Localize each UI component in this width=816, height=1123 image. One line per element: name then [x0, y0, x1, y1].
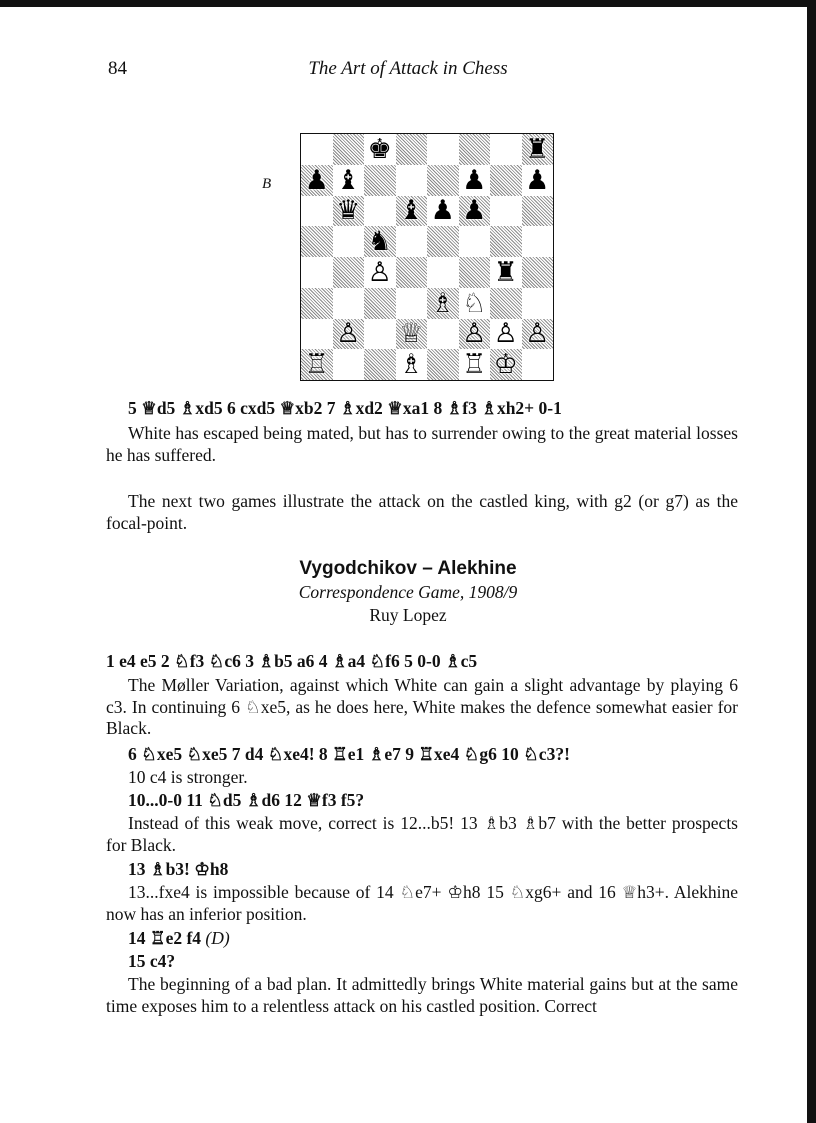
square-d5 [396, 226, 428, 257]
game-event: Correspondence Game, 1908/9 [298, 582, 518, 602]
square-d1 [396, 349, 428, 380]
moves-line-6 [128, 928, 738, 950]
top-border [0, 0, 816, 7]
square-e8 [427, 134, 459, 165]
paragraph-1 [106, 423, 738, 466]
chess-piece-e3: ♗ [430, 287, 455, 319]
chess-piece-d1: ♗ [399, 349, 424, 381]
paragraph-4: 10 c4 is stronger. [128, 767, 248, 787]
paragraph-5-text: Instead of this weak move, correct is 12...b5! 13 ♗b3 ♗b7 with the better prospects for Black. [106, 813, 738, 855]
square-e1 [427, 349, 459, 380]
chess-piece-d6: ♝ [399, 195, 424, 227]
moves-line-7: 15 c4? [128, 951, 176, 971]
chess-piece-a1: ♖ [304, 349, 329, 381]
paragraph-3-text: The Møller Variation, against which White can gain a slight advantage by playing 6 c3. In continuing 6 ♘xe5, as he does here, White makes the defence somewhat easier for Black. [106, 675, 738, 738]
square-g4 [490, 257, 522, 288]
chess-piece-f2: ♙ [462, 318, 487, 350]
square-b5 [333, 226, 365, 257]
square-h1 [522, 349, 554, 380]
square-e3 [427, 288, 459, 319]
square-e6 [427, 196, 459, 227]
square-b3 [333, 288, 365, 319]
chess-piece-g4: ♜ [493, 256, 518, 288]
square-a7 [301, 165, 333, 196]
square-b4 [333, 257, 365, 288]
square-c2 [364, 319, 396, 350]
square-c4 [364, 257, 396, 288]
square-h5 [522, 226, 554, 257]
chess-piece-f1: ♖ [462, 349, 487, 381]
square-a4 [301, 257, 333, 288]
square-c6 [364, 196, 396, 227]
square-d7 [396, 165, 428, 196]
chess-piece-f6: ♟ [462, 195, 487, 227]
square-d2 [396, 319, 428, 350]
square-d6 [396, 196, 428, 227]
chess-piece-h2: ♙ [525, 318, 550, 350]
square-f2 [459, 319, 491, 350]
square-f1 [459, 349, 491, 380]
square-a1 [301, 349, 333, 380]
square-a8 [301, 134, 333, 165]
square-g1 [490, 349, 522, 380]
square-b1 [333, 349, 365, 380]
moves-line-5: 13 ♗b3! ♔h8 [128, 859, 229, 879]
square-b7 [333, 165, 365, 196]
square-f4 [459, 257, 491, 288]
square-f7 [459, 165, 491, 196]
chess-piece-c8: ♚ [367, 133, 392, 165]
square-g3 [490, 288, 522, 319]
square-d3 [396, 288, 428, 319]
square-g6 [490, 196, 522, 227]
square-b8 [333, 134, 365, 165]
square-e7 [427, 165, 459, 196]
square-h4 [522, 257, 554, 288]
chess-piece-e6: ♟ [430, 195, 455, 227]
chess-piece-h7: ♟ [525, 164, 550, 196]
square-c1 [364, 349, 396, 380]
square-d8 [396, 134, 428, 165]
paragraph-7 [106, 974, 738, 1017]
running-title: The Art of Attack in Chess [308, 58, 508, 79]
square-a3 [301, 288, 333, 319]
moves-line-4: 10...0-0 11 ♘d5 ♗d6 12 ♕f3 f5? [128, 790, 365, 810]
paragraph-2-text: The next two games illustrate the attack on the castled king, with g2 (or g7) as the focal-point. [106, 491, 738, 533]
chess-piece-c5: ♞ [367, 226, 392, 258]
chess-piece-a7: ♟ [304, 164, 329, 196]
square-c5 [364, 226, 396, 257]
square-h8 [522, 134, 554, 165]
chess-piece-f3: ♘ [462, 287, 487, 319]
paragraph-6 [106, 882, 738, 925]
chess-piece-b6: ♛ [336, 195, 361, 227]
square-c3 [364, 288, 396, 319]
moves-line-2: 1 e4 e5 2 ♘f3 ♘c6 3 ♗b5 a6 4 ♗a4 ♘f6 5 0-0 ♗c5 [106, 651, 478, 671]
square-f6 [459, 196, 491, 227]
diagram-reference: (D) [205, 928, 230, 948]
chess-piece-h8: ♜ [525, 133, 550, 165]
moves-line-6-text: 14 ♖e2 f4 [128, 928, 202, 948]
paragraph-5 [106, 813, 738, 856]
paragraph-7-text: The beginning of a bad plan. It admittedly brings White material gains but at the same time exposes him to a relentless attack on his castled position. Correct [106, 974, 738, 1016]
chess-piece-d2: ♕ [399, 318, 424, 350]
square-a6 [301, 196, 333, 227]
square-f8 [459, 134, 491, 165]
chess-piece-g2: ♙ [493, 318, 518, 350]
moves-line-1: 5 ♕d5 ♗xd5 6 cxd5 ♕xb2 7 ♗xd2 ♕xa1 8 ♗f3 ♗xh2+ 0-1 [128, 398, 562, 418]
square-e4 [427, 257, 459, 288]
square-a2 [301, 319, 333, 350]
paragraph-1-text: White has escaped being mated, but has to surrender owing to the great material losses he has suffered. [106, 423, 738, 465]
moves-line-3: 6 ♘xe5 ♘xe5 7 d4 ♘xe4! 8 ♖e1 ♗e7 9 ♖xe4 ♘g6 10 ♘c3?! [128, 744, 570, 764]
square-g2 [490, 319, 522, 350]
square-a5 [301, 226, 333, 257]
square-h3 [522, 288, 554, 319]
chess-piece-g1: ♔ [493, 349, 518, 381]
side-to-move-label: B [262, 176, 272, 192]
square-h6 [522, 196, 554, 227]
chess-diagram [300, 133, 554, 381]
square-c7 [364, 165, 396, 196]
square-b2 [333, 319, 365, 350]
square-h2 [522, 319, 554, 350]
square-f5 [459, 226, 491, 257]
chess-piece-c4: ♙ [367, 256, 392, 288]
square-g5 [490, 226, 522, 257]
square-g7 [490, 165, 522, 196]
square-c8 [364, 134, 396, 165]
chess-piece-b2: ♙ [336, 318, 361, 350]
chess-piece-b7: ♝ [336, 164, 361, 196]
page-number: 84 [108, 58, 127, 79]
paragraph-2 [106, 491, 738, 534]
square-f3 [459, 288, 491, 319]
square-d4 [396, 257, 428, 288]
game-title: Vygodchikov – Alekhine [299, 558, 517, 579]
game-opening: Ruy Lopez [369, 605, 447, 625]
square-b6 [333, 196, 365, 227]
paragraph-3 [106, 675, 738, 740]
chess-piece-f7: ♟ [462, 164, 487, 196]
paragraph-6-text: 13...fxe4 is impossible because of 14 ♘e7+ ♔h8 15 ♘xg6+ and 16 ♕h3+. Alekhine now has an inferior position. [106, 882, 738, 924]
square-g8 [490, 134, 522, 165]
square-e5 [427, 226, 459, 257]
square-e2 [427, 319, 459, 350]
square-h7 [522, 165, 554, 196]
